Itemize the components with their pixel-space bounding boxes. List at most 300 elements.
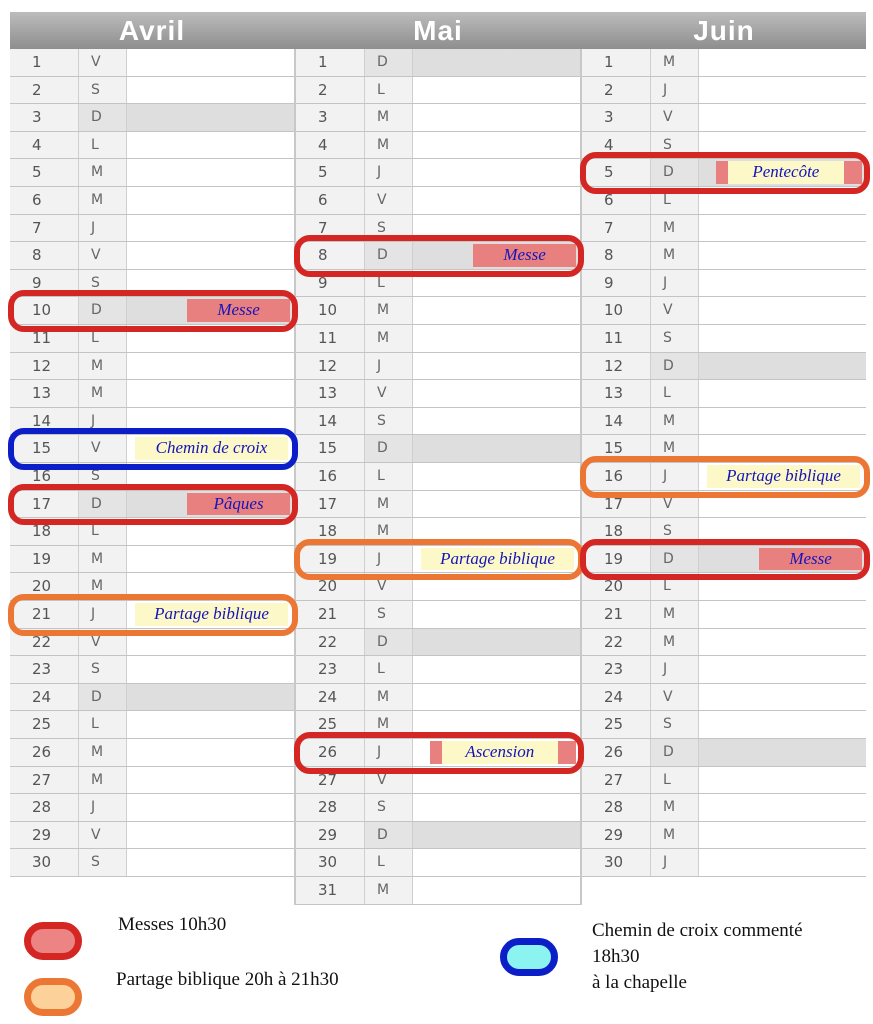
day-note-cell xyxy=(127,187,294,214)
day-number: 8 xyxy=(582,242,651,269)
day-note-cell xyxy=(127,215,294,242)
weekday-letter: S xyxy=(365,215,413,242)
weekday-letter: V xyxy=(365,380,413,407)
day-number: 1 xyxy=(296,49,365,76)
weekday-letter: J xyxy=(365,159,413,186)
weekday-letter: D xyxy=(79,684,127,711)
day-row xyxy=(296,684,580,712)
weekday-letter: D xyxy=(365,435,413,462)
day-number: 29 xyxy=(582,822,651,849)
day-row xyxy=(296,877,580,905)
weekday-letter: V xyxy=(79,629,127,656)
day-note-cell xyxy=(699,767,866,794)
day-note-cell xyxy=(127,77,294,104)
day-row xyxy=(296,77,580,105)
day-note-cell xyxy=(699,104,866,131)
day-number: 4 xyxy=(296,132,365,159)
day-number: 21 xyxy=(10,601,79,628)
day-number: 27 xyxy=(582,767,651,794)
calendar xyxy=(10,12,866,905)
day-number: 5 xyxy=(10,159,79,186)
day-row xyxy=(10,187,294,215)
weekday-letter: V xyxy=(79,49,127,76)
weekday-letter: S xyxy=(79,77,127,104)
day-row xyxy=(582,104,866,132)
day-number: 7 xyxy=(10,215,79,242)
day-row xyxy=(296,849,580,877)
day-number: 8 xyxy=(10,242,79,269)
weekday-letter: V xyxy=(651,684,699,711)
weekday-letter: M xyxy=(365,132,413,159)
day-note-cell xyxy=(127,822,294,849)
legend-chemin-line2: 18h30 xyxy=(592,946,640,967)
day-number: 24 xyxy=(582,684,651,711)
day-row xyxy=(296,822,580,850)
day-number: 7 xyxy=(582,215,651,242)
day-note-cell xyxy=(413,353,580,380)
event-label: Partage biblique xyxy=(135,603,288,626)
event-ring xyxy=(294,235,584,277)
day-note-cell xyxy=(413,684,580,711)
event-label: Chemin de croix xyxy=(135,437,288,460)
event-label: Pentecôte xyxy=(728,161,844,184)
day-row xyxy=(582,380,866,408)
day-number: 15 xyxy=(582,435,651,462)
day-number: 4 xyxy=(10,132,79,159)
event-label: Partage biblique xyxy=(707,465,860,488)
event-label: Pâques xyxy=(213,493,264,513)
weekday-letter: S xyxy=(79,849,127,876)
weekday-letter: M xyxy=(651,49,699,76)
day-number: 28 xyxy=(296,794,365,821)
day-number: 10 xyxy=(296,297,365,324)
day-number: 13 xyxy=(296,380,365,407)
day-number: 12 xyxy=(582,353,651,380)
day-number: 20 xyxy=(296,573,365,600)
day-note-cell xyxy=(127,132,294,159)
weekday-letter: M xyxy=(365,297,413,324)
day-number: 17 xyxy=(10,491,79,518)
weekday-letter: M xyxy=(651,242,699,269)
day-number: 24 xyxy=(10,684,79,711)
day-row xyxy=(582,794,866,822)
day-row xyxy=(582,49,866,77)
day-note-cell xyxy=(699,656,866,683)
day-note-cell xyxy=(127,104,294,131)
day-number: 1 xyxy=(10,49,79,76)
weekday-letter: M xyxy=(365,104,413,131)
day-number: 21 xyxy=(296,601,365,628)
day-row xyxy=(10,711,294,739)
day-number: 22 xyxy=(296,629,365,656)
day-note-cell xyxy=(127,242,294,269)
weekday-letter: M xyxy=(79,767,127,794)
day-row xyxy=(296,435,580,463)
day-number: 9 xyxy=(582,270,651,297)
weekday-letter: V xyxy=(79,435,127,462)
weekday-letter: L xyxy=(651,380,699,407)
day-number: 9 xyxy=(10,270,79,297)
weekday-letter: V xyxy=(79,242,127,269)
legend-chemin-swatch xyxy=(500,938,558,976)
day-row xyxy=(10,380,294,408)
day-number: 17 xyxy=(296,491,365,518)
day-number: 1 xyxy=(582,49,651,76)
day-row xyxy=(296,629,580,657)
day-number: 30 xyxy=(10,849,79,876)
day-row xyxy=(296,794,580,822)
event-ring xyxy=(294,539,584,581)
day-row xyxy=(296,104,580,132)
day-number: 19 xyxy=(582,546,651,573)
day-row xyxy=(296,408,580,436)
legend-chemin-line1: Chemin de croix commenté xyxy=(592,920,803,941)
weekday-letter: J xyxy=(365,739,413,766)
legend-messes-text: Messes 10h30 xyxy=(118,914,227,935)
day-number: 6 xyxy=(582,187,651,214)
month-title-juin: Juin xyxy=(693,15,755,46)
day-number: 18 xyxy=(582,518,651,545)
day-row xyxy=(10,159,294,187)
weekday-letter: J xyxy=(79,601,127,628)
day-number: 14 xyxy=(582,408,651,435)
day-note-cell xyxy=(413,408,580,435)
day-number: 15 xyxy=(296,435,365,462)
weekday-letter: L xyxy=(79,325,127,352)
day-note-cell xyxy=(413,435,580,462)
day-number: 29 xyxy=(10,822,79,849)
day-number: 12 xyxy=(296,353,365,380)
weekday-letter: S xyxy=(365,408,413,435)
weekday-letter: V xyxy=(79,822,127,849)
day-row xyxy=(582,684,866,712)
day-note-cell xyxy=(413,104,580,131)
day-row xyxy=(296,656,580,684)
day-number: 26 xyxy=(296,739,365,766)
day-row xyxy=(582,849,866,877)
day-number: 23 xyxy=(582,656,651,683)
day-number: 10 xyxy=(582,297,651,324)
event-ring xyxy=(580,539,870,581)
day-note-cell xyxy=(127,546,294,573)
day-note-cell xyxy=(127,380,294,407)
day-row xyxy=(10,77,294,105)
day-note-cell xyxy=(699,215,866,242)
day-row xyxy=(10,49,294,77)
day-note-cell xyxy=(699,601,866,628)
event-ring xyxy=(8,290,298,332)
weekday-letter: D xyxy=(79,297,127,324)
day-number: 13 xyxy=(10,380,79,407)
day-number: 14 xyxy=(10,408,79,435)
weekday-letter: L xyxy=(79,518,127,545)
weekday-letter: V xyxy=(651,297,699,324)
day-note-cell xyxy=(413,849,580,876)
day-note-cell xyxy=(127,49,294,76)
day-note-cell xyxy=(413,380,580,407)
day-number: 3 xyxy=(296,104,365,131)
day-number: 28 xyxy=(10,794,79,821)
day-row xyxy=(296,491,580,519)
weekday-letter: M xyxy=(79,159,127,186)
day-note-cell xyxy=(699,297,866,324)
day-note-cell xyxy=(413,629,580,656)
day-row xyxy=(582,629,866,657)
day-number: 31 xyxy=(296,877,365,904)
day-note-cell xyxy=(699,380,866,407)
weekday-letter: J xyxy=(651,656,699,683)
day-row xyxy=(582,408,866,436)
day-row xyxy=(582,353,866,381)
day-note-cell xyxy=(413,463,580,490)
weekday-letter: J xyxy=(651,77,699,104)
weekday-letter: M xyxy=(79,573,127,600)
day-number: 27 xyxy=(10,767,79,794)
weekday-letter: D xyxy=(651,739,699,766)
weekday-letter: D xyxy=(365,49,413,76)
day-note-cell xyxy=(413,794,580,821)
day-note-cell xyxy=(699,794,866,821)
day-row xyxy=(582,215,866,243)
day-row xyxy=(296,463,580,491)
day-row xyxy=(10,215,294,243)
day-number: 16 xyxy=(296,463,365,490)
day-number: 24 xyxy=(296,684,365,711)
weekday-letter: V xyxy=(651,104,699,131)
weekday-letter: D xyxy=(79,491,127,518)
weekday-letter: L xyxy=(365,270,413,297)
day-note-cell xyxy=(699,270,866,297)
day-number: 6 xyxy=(10,187,79,214)
day-note-cell xyxy=(413,325,580,352)
weekday-letter: L xyxy=(79,711,127,738)
weekday-letter: S xyxy=(79,463,127,490)
weekday-letter: S xyxy=(79,656,127,683)
day-number: 4 xyxy=(582,132,651,159)
day-row xyxy=(10,546,294,574)
event-ring xyxy=(580,456,870,498)
legend-partage-swatch xyxy=(24,978,82,1016)
day-note-cell xyxy=(413,491,580,518)
legend-messes-swatch xyxy=(24,922,82,960)
day-row xyxy=(10,794,294,822)
calendar-header xyxy=(10,12,866,49)
day-number: 8 xyxy=(296,242,365,269)
day-row xyxy=(10,104,294,132)
weekday-letter: J xyxy=(651,463,699,490)
weekday-letter: D xyxy=(651,353,699,380)
weekday-letter: L xyxy=(651,573,699,600)
weekday-letter: M xyxy=(365,877,413,904)
day-note-cell xyxy=(699,849,866,876)
day-row xyxy=(296,601,580,629)
day-note-cell xyxy=(127,849,294,876)
weekday-letter: S xyxy=(651,711,699,738)
day-row xyxy=(296,297,580,325)
weekday-letter: J xyxy=(365,353,413,380)
day-number: 11 xyxy=(10,325,79,352)
day-row xyxy=(10,132,294,160)
day-note-cell xyxy=(127,684,294,711)
day-number: 22 xyxy=(10,629,79,656)
weekday-letter: D xyxy=(365,629,413,656)
event-label: Messe xyxy=(503,245,546,265)
day-row xyxy=(10,656,294,684)
day-note-cell xyxy=(127,159,294,186)
day-number: 10 xyxy=(10,297,79,324)
day-row xyxy=(296,159,580,187)
weekday-letter: M xyxy=(79,739,127,766)
day-note-cell xyxy=(699,629,866,656)
month-title-mai: Mai xyxy=(413,15,463,46)
day-note-cell xyxy=(413,77,580,104)
day-row xyxy=(582,77,866,105)
day-number: 25 xyxy=(296,711,365,738)
day-row xyxy=(582,822,866,850)
day-note-cell xyxy=(127,711,294,738)
day-row xyxy=(10,849,294,877)
weekday-letter: V xyxy=(365,573,413,600)
day-row xyxy=(582,270,866,298)
day-number: 5 xyxy=(296,159,365,186)
day-number: 30 xyxy=(582,849,651,876)
weekday-letter: M xyxy=(651,408,699,435)
legend-partage-text: Partage biblique 20h à 21h30 xyxy=(116,969,339,990)
day-number: 16 xyxy=(582,463,651,490)
weekday-letter: M xyxy=(79,546,127,573)
day-note-cell xyxy=(413,656,580,683)
weekday-letter: J xyxy=(79,408,127,435)
weekday-letter: L xyxy=(651,187,699,214)
day-number: 15 xyxy=(10,435,79,462)
day-row xyxy=(582,711,866,739)
day-number: 25 xyxy=(10,711,79,738)
day-number: 3 xyxy=(10,104,79,131)
weekday-letter: M xyxy=(651,435,699,462)
day-row xyxy=(582,656,866,684)
day-note-cell xyxy=(699,325,866,352)
day-number: 6 xyxy=(296,187,365,214)
event-label: Ascension xyxy=(442,741,558,764)
day-row xyxy=(582,297,866,325)
day-number: 18 xyxy=(296,518,365,545)
weekday-letter: M xyxy=(651,629,699,656)
day-note-cell xyxy=(699,739,866,766)
day-number: 5 xyxy=(582,159,651,186)
day-number: 29 xyxy=(296,822,365,849)
day-row xyxy=(296,49,580,77)
day-note-cell xyxy=(127,767,294,794)
day-number: 23 xyxy=(296,656,365,683)
day-note-cell xyxy=(699,49,866,76)
weekday-letter: M xyxy=(651,794,699,821)
weekday-letter: J xyxy=(651,849,699,876)
day-number: 2 xyxy=(582,77,651,104)
day-row xyxy=(10,242,294,270)
day-row xyxy=(296,380,580,408)
day-note-cell xyxy=(127,739,294,766)
day-number: 2 xyxy=(10,77,79,104)
day-row xyxy=(582,325,866,353)
day-number: 12 xyxy=(10,353,79,380)
day-number: 17 xyxy=(582,491,651,518)
weekday-letter: S xyxy=(365,601,413,628)
weekday-letter: D xyxy=(365,242,413,269)
day-row xyxy=(10,767,294,795)
day-note-cell xyxy=(413,49,580,76)
day-row xyxy=(582,767,866,795)
day-number: 18 xyxy=(10,518,79,545)
weekday-letter: D xyxy=(79,104,127,131)
event-label: Messe xyxy=(789,548,832,568)
day-number: 23 xyxy=(10,656,79,683)
day-number: 16 xyxy=(10,463,79,490)
weekday-letter: V xyxy=(365,187,413,214)
day-row xyxy=(296,325,580,353)
weekday-letter: M xyxy=(651,215,699,242)
day-note-cell xyxy=(699,822,866,849)
event-ring xyxy=(8,484,298,526)
day-note-cell xyxy=(699,353,866,380)
weekday-letter: L xyxy=(365,849,413,876)
day-number: 11 xyxy=(582,325,651,352)
event-ring xyxy=(294,732,584,774)
weekday-letter: M xyxy=(651,822,699,849)
weekday-letter: S xyxy=(79,270,127,297)
day-note-cell xyxy=(699,242,866,269)
day-number: 27 xyxy=(296,767,365,794)
day-row xyxy=(582,242,866,270)
day-number: 28 xyxy=(582,794,651,821)
day-number: 20 xyxy=(582,573,651,600)
day-number: 22 xyxy=(582,629,651,656)
day-row xyxy=(296,187,580,215)
day-note-cell xyxy=(413,877,580,904)
day-note-cell xyxy=(127,353,294,380)
day-number: 3 xyxy=(582,104,651,131)
day-row xyxy=(10,353,294,381)
event-ring xyxy=(8,428,298,470)
weekday-letter: D xyxy=(651,546,699,573)
weekday-letter: S xyxy=(365,794,413,821)
weekday-letter: M xyxy=(79,353,127,380)
day-note-cell xyxy=(413,601,580,628)
day-number: 19 xyxy=(10,546,79,573)
day-row xyxy=(10,739,294,767)
day-note-cell xyxy=(127,794,294,821)
weekday-letter: D xyxy=(651,159,699,186)
day-number: 26 xyxy=(582,739,651,766)
day-row xyxy=(296,353,580,381)
weekday-letter: M xyxy=(365,518,413,545)
weekday-letter: J xyxy=(651,270,699,297)
weekday-letter: V xyxy=(651,491,699,518)
event-ring xyxy=(8,594,298,636)
day-number: 20 xyxy=(10,573,79,600)
event-label: Partage biblique xyxy=(421,548,574,571)
legend-chemin-line3: à la chapelle xyxy=(592,972,687,993)
month-title-avril: Avril xyxy=(118,15,186,46)
day-number: 30 xyxy=(296,849,365,876)
day-number: 11 xyxy=(296,325,365,352)
weekday-letter: M xyxy=(365,684,413,711)
day-note-cell xyxy=(413,297,580,324)
weekday-letter: D xyxy=(365,822,413,849)
weekday-letter: J xyxy=(365,546,413,573)
weekday-letter: L xyxy=(365,656,413,683)
day-note-cell xyxy=(699,77,866,104)
weekday-letter: V xyxy=(365,767,413,794)
